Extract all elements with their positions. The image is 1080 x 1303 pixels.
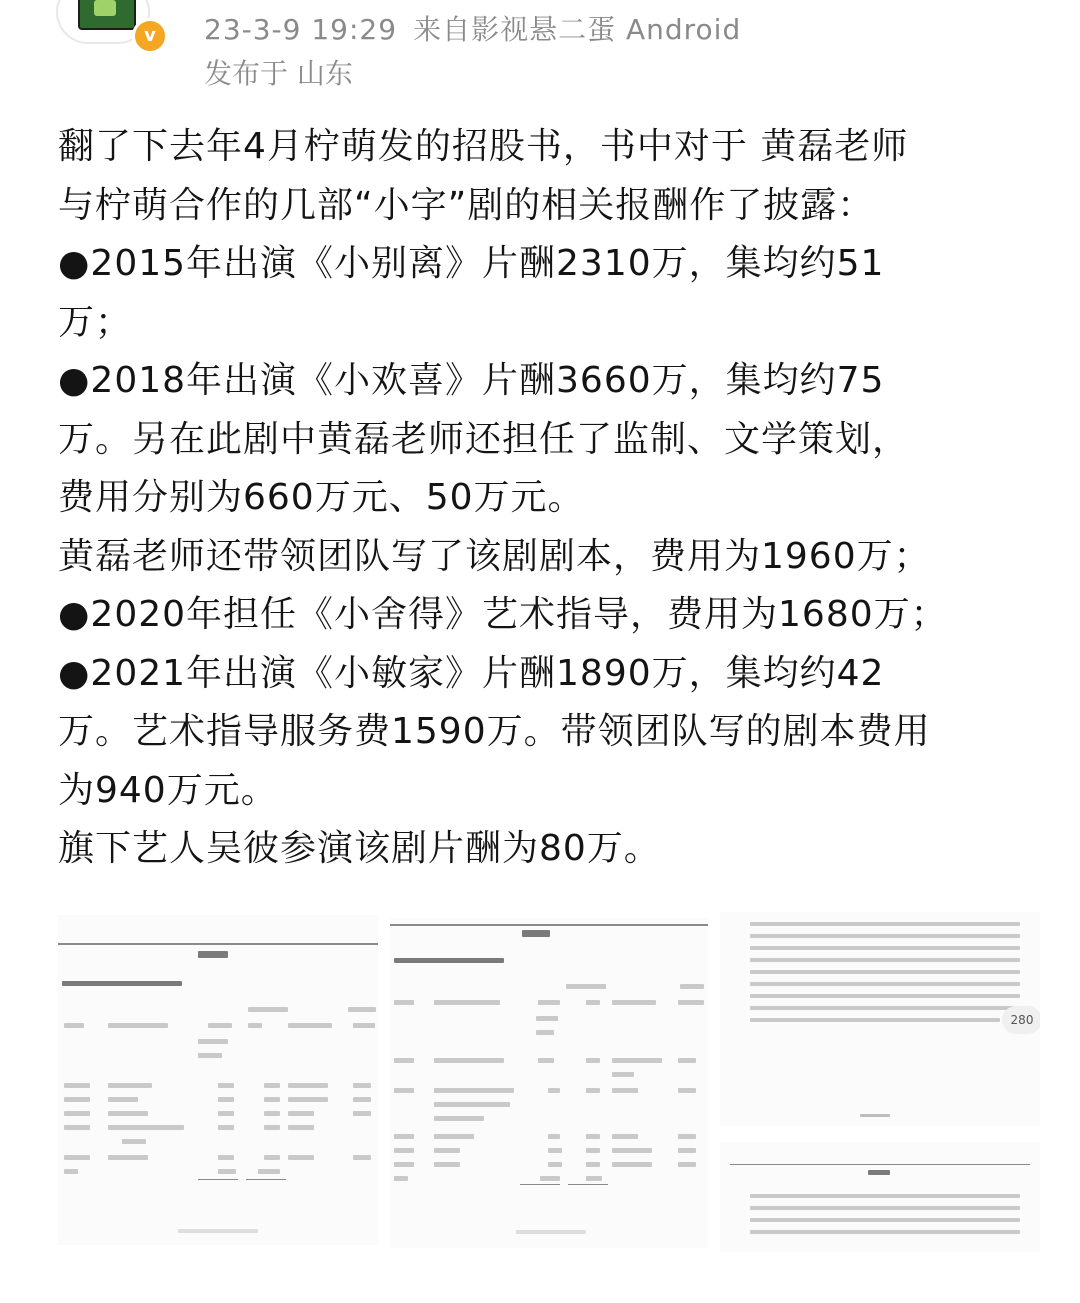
post-line: 与柠萌合作的几部“小字”剧的相关报酬作了披露： [58,184,875,226]
post-line: 万。另在此剧中黄磊老师还担任了监制、文学策划， [58,418,910,460]
post-body [58,118,1048,879]
prospectus-page-3[interactable] [720,912,1040,1126]
post-line: ●2020年担任《小舍得》艺术指导，费用为1680万； [58,594,948,635]
post-line: 万。艺术指导服务费1590万。带领团队写的剧本费用 [58,711,931,752]
post-timestamp: 23-3-9 19:29 [204,13,398,46]
post-line: 万； [58,301,133,343]
verified-badge-icon: v [132,18,168,54]
post-line: 费用分别为660万元、50万元。 [58,477,585,518]
page-number-badge: 280 [1002,1006,1040,1034]
post-meta [204,8,741,48]
post-line: 翻了下去年4月柠萌发的招股书，书中对于 黄磊老师 [58,126,909,167]
post-location: 发布于 山东 [204,57,353,90]
avatar-screen [78,0,136,30]
post-line: ●2021年出演《小敏家》片酬1890万，集均约42 [58,652,885,694]
prospectus-page-2[interactable] [390,918,708,1248]
post-source[interactable]: 来自影视悬二蛋 Android [413,13,742,46]
post-line: 旗下艺人吴彼参演该剧片酬为80万。 [58,828,661,869]
post-line: 为940万元。 [58,769,278,811]
post-line: 黄磊老师还带领团队写了该剧剧本，费用为1960万； [58,535,931,577]
post-line: ●2018年出演《小欢喜》片酬3660万，集均约75 [58,360,885,401]
post-header [0,0,1080,100]
post-line: ●2015年出演《小别离》片酬2310万，集均约51 [58,243,885,284]
prospectus-page-1[interactable] [58,915,378,1245]
prospectus-page-4[interactable] [720,1142,1040,1252]
